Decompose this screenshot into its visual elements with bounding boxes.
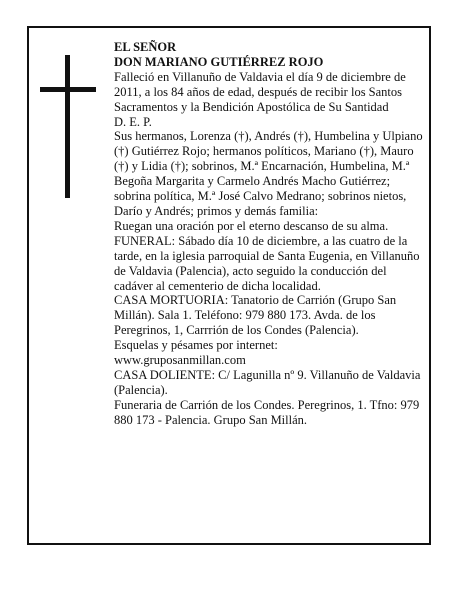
family-list: Sus hermanos, Lorenza (†), Andrés (†), Humbelina y Ulpiano (†) Gutiérrez Rojo; hermanos políticos, Mariano (†), Mauro (†) y Lidia (†); sobrinos, M.ª Encarnación, Humbelina, M.ª Begoña Margarita y Carmelo Andrés Macho Gutiérrez; sobrina política, M.ª José Calvo Medrano; sobrinos nietos, Darío y Andrés; primos y demás familia: xyxy=(114,129,423,218)
death-announcement: Falleció en Villanuño de Valdavia el día 9 de diciembre de 2011, a los 84 años de edad, después de recibir los Santos Sacramentos y la Bendición Apostólica de Su Santidad xyxy=(114,69,406,114)
notice-text xyxy=(114,40,426,428)
funeral-details: FUNERAL: Sábado día 10 de diciembre, a las cuatro de la tarde, en la iglesia parroquial de Santa Eugenia, en Villanuño de Valdavia (Palencia), acto seguido la conducción del cadáver al cementerio de dicha localidad. xyxy=(114,233,420,293)
funeral-home-details: Funeraria de Carrión de los Condes. Peregrinos, 1. Tfno: 979 880 173 - Palencia. Grupo San Millán. xyxy=(114,397,420,427)
cross-icon xyxy=(40,55,96,198)
title-line-1: EL SEÑOR xyxy=(114,40,177,54)
cross-horizontal-bar xyxy=(40,87,96,92)
website-url: www.gruposanmillan.com xyxy=(114,353,246,368)
title-line-2: DON MARIANO GUTIÉRREZ ROJO xyxy=(114,54,324,69)
obituary-notice xyxy=(27,26,431,545)
prayer-request: Ruegan una oración por el eterno descanso de su alma. xyxy=(114,218,389,233)
internet-condolences-label: Esquelas y pésames por internet: xyxy=(114,338,278,353)
cross-vertical-bar xyxy=(65,55,70,198)
mortuary-details: CASA MORTUORIA: Tanatorio de Carrión (Grupo San Millán). Sala 1. Teléfono: 979 880 173. Avda. de los Peregrinos, 1, Carrrión de los Condes (Palencia). xyxy=(114,293,397,338)
family-home-details: CASA DOLIENTE: C/ Lagunilla nº 9. Villanuño de Valdavia (Palencia). xyxy=(114,367,421,397)
rip-line: D. E. P. xyxy=(114,114,152,129)
